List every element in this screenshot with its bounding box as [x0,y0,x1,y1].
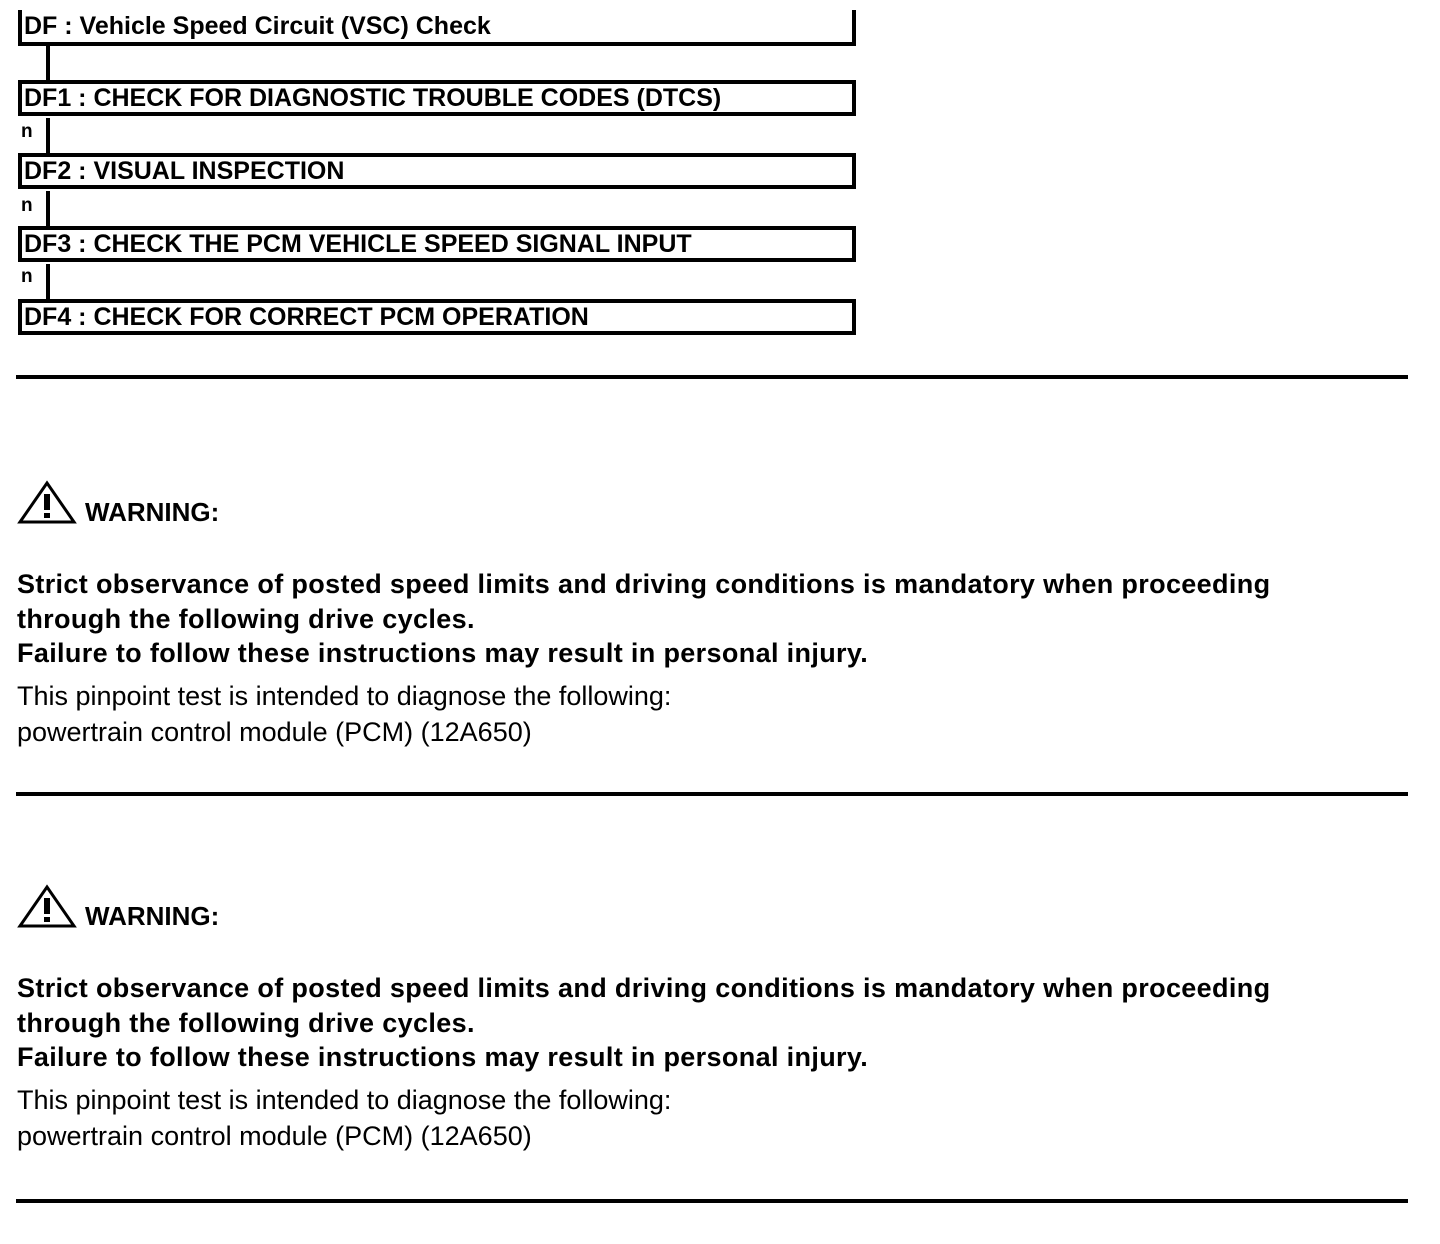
warning-heading [17,884,219,930]
pinpoint-intro: This pinpoint test is intended to diagnose the following: [17,1085,672,1115]
warning-heading [17,480,219,526]
pinpoint-intro: This pinpoint test is intended to diagnose the following: [17,681,672,711]
pinpoint-component: powertrain control module (PCM) (12A650) [17,717,532,747]
flowchart-step-df3[interactable]: DF3 : CHECK THE PCM VEHICLE SPEED SIGNAL INPUT [18,226,856,262]
flowchart-connector [46,191,50,226]
warning-line: Strict observance of posted speed limits and driving conditions is mandatory when proceeding [17,973,1271,1003]
warning-line: Failure to follow these instructions may result in personal injury. [17,1042,869,1072]
section-divider [16,375,1408,379]
warning-line: through the following drive cycles. [17,603,475,634]
flowchart-step-df1[interactable]: DF1 : CHECK FOR DIAGNOSTIC TROUBLE CODES (DTCS) [18,80,856,116]
warning-label: WARNING: [85,901,220,931]
flowchart-connector [46,118,50,153]
flowchart-header: DF : Vehicle Speed Circuit (VSC) Check [18,10,856,46]
warning-line: through the following drive cycles. [17,1007,475,1038]
warning-text [17,971,1417,1075]
warning-line: Failure to follow these instructions may result in personal injury. [17,638,869,668]
warning-triangle-icon [17,884,77,930]
warning-line: Strict observance of posted speed limits and driving conditions is mandatory when proceeding [17,569,1271,599]
pinpoint-component: powertrain control module (PCM) (12A650) [17,1121,532,1151]
warning-label: WARNING: [85,497,220,527]
section-divider [16,792,1408,796]
warning-text [17,567,1417,671]
connector-label: n [21,121,33,142]
flowchart-step-df2[interactable]: DF2 : VISUAL INSPECTION [18,153,856,189]
connector-label: n [21,195,33,216]
flowchart-connector [46,264,50,299]
flowchart-step-df4[interactable]: DF4 : CHECK FOR CORRECT PCM OPERATION [18,299,856,335]
warning-triangle-icon [17,480,77,526]
flowchart-connector [46,46,50,80]
connector-label: n [21,266,33,287]
section-divider [16,1199,1408,1203]
